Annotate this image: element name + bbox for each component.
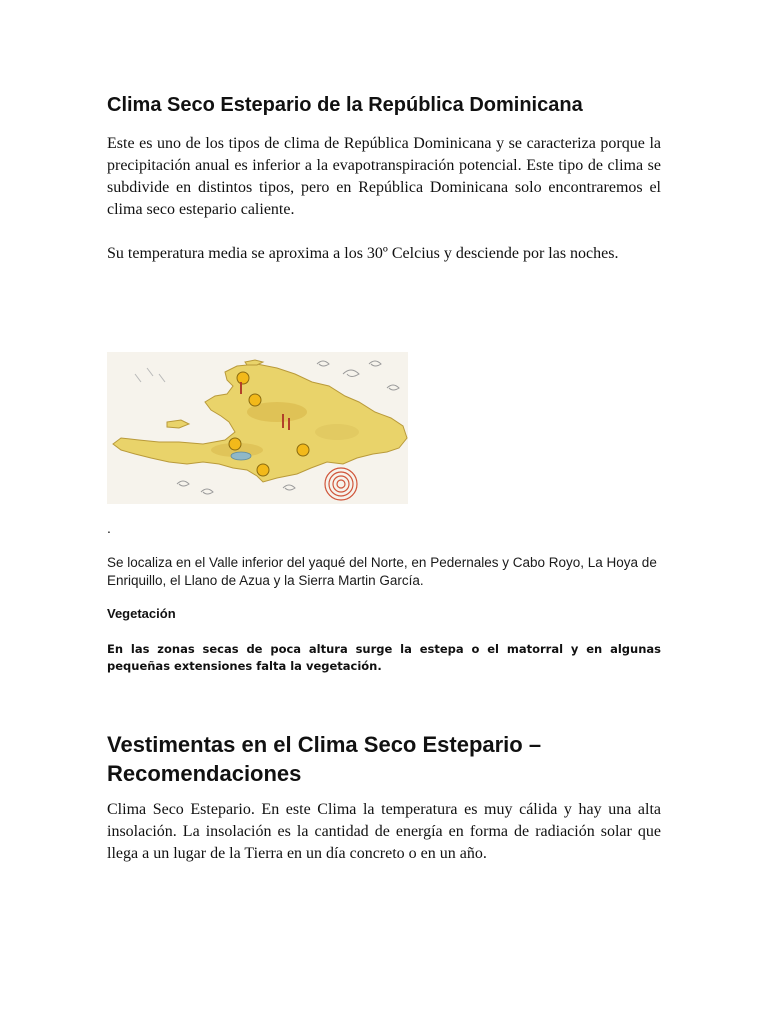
page-title: Clima Seco Estepario de la República Dominicana — [107, 94, 583, 116]
lake-enriquillo — [231, 452, 251, 460]
vegetation-heading: Vegetación — [107, 606, 176, 621]
sun-icon — [257, 464, 269, 476]
caption-dot: . — [107, 520, 111, 536]
intro-paragraph: Este es uno de los tipos de clima de República Dominicana y se caracteriza porque la precipitación anual es inferior a la evapotranspiración potencial. Este tipo de clima se subdivide en distintos tipos, pero en República Dominicana solo encontraremos el clima seco estepario caliente. — [107, 135, 661, 218]
vegetation-paragraph: En las zonas secas de poca altura surge la estepa o el matorral y en algunas pequeñas extensiones falta la vegetación. — [107, 642, 661, 673]
plain-area — [315, 424, 359, 440]
temperature-paragraph: Su temperatura media se aproxima a los 30º Celcius y desciende por las noches. — [107, 245, 619, 262]
hispaniola-map — [107, 352, 408, 504]
sun-icon — [297, 444, 309, 456]
location-paragraph: Se localiza en el Valle inferior del yaqué del Norte, en Pedernales y Cabo Royo, La Hoya de Enriquillo, el Llano de Azua y la Sierra Martin García. — [107, 555, 657, 588]
sun-icon — [237, 372, 249, 384]
sun-icon — [229, 438, 241, 450]
insolation-paragraph: Clima Seco Estepario. En este Clima la temperatura es muy cálida y hay una alta insolación. La insolación es la cantidad de energía en forma de radiación solar que llega a un lugar de la Tierra en un día concreto o en un año. — [107, 801, 661, 862]
climate-map-image — [107, 352, 408, 504]
section-title: Vestimentas en el Clima Seco Estepario – Recomendaciones — [107, 732, 542, 786]
sun-icon — [249, 394, 261, 406]
